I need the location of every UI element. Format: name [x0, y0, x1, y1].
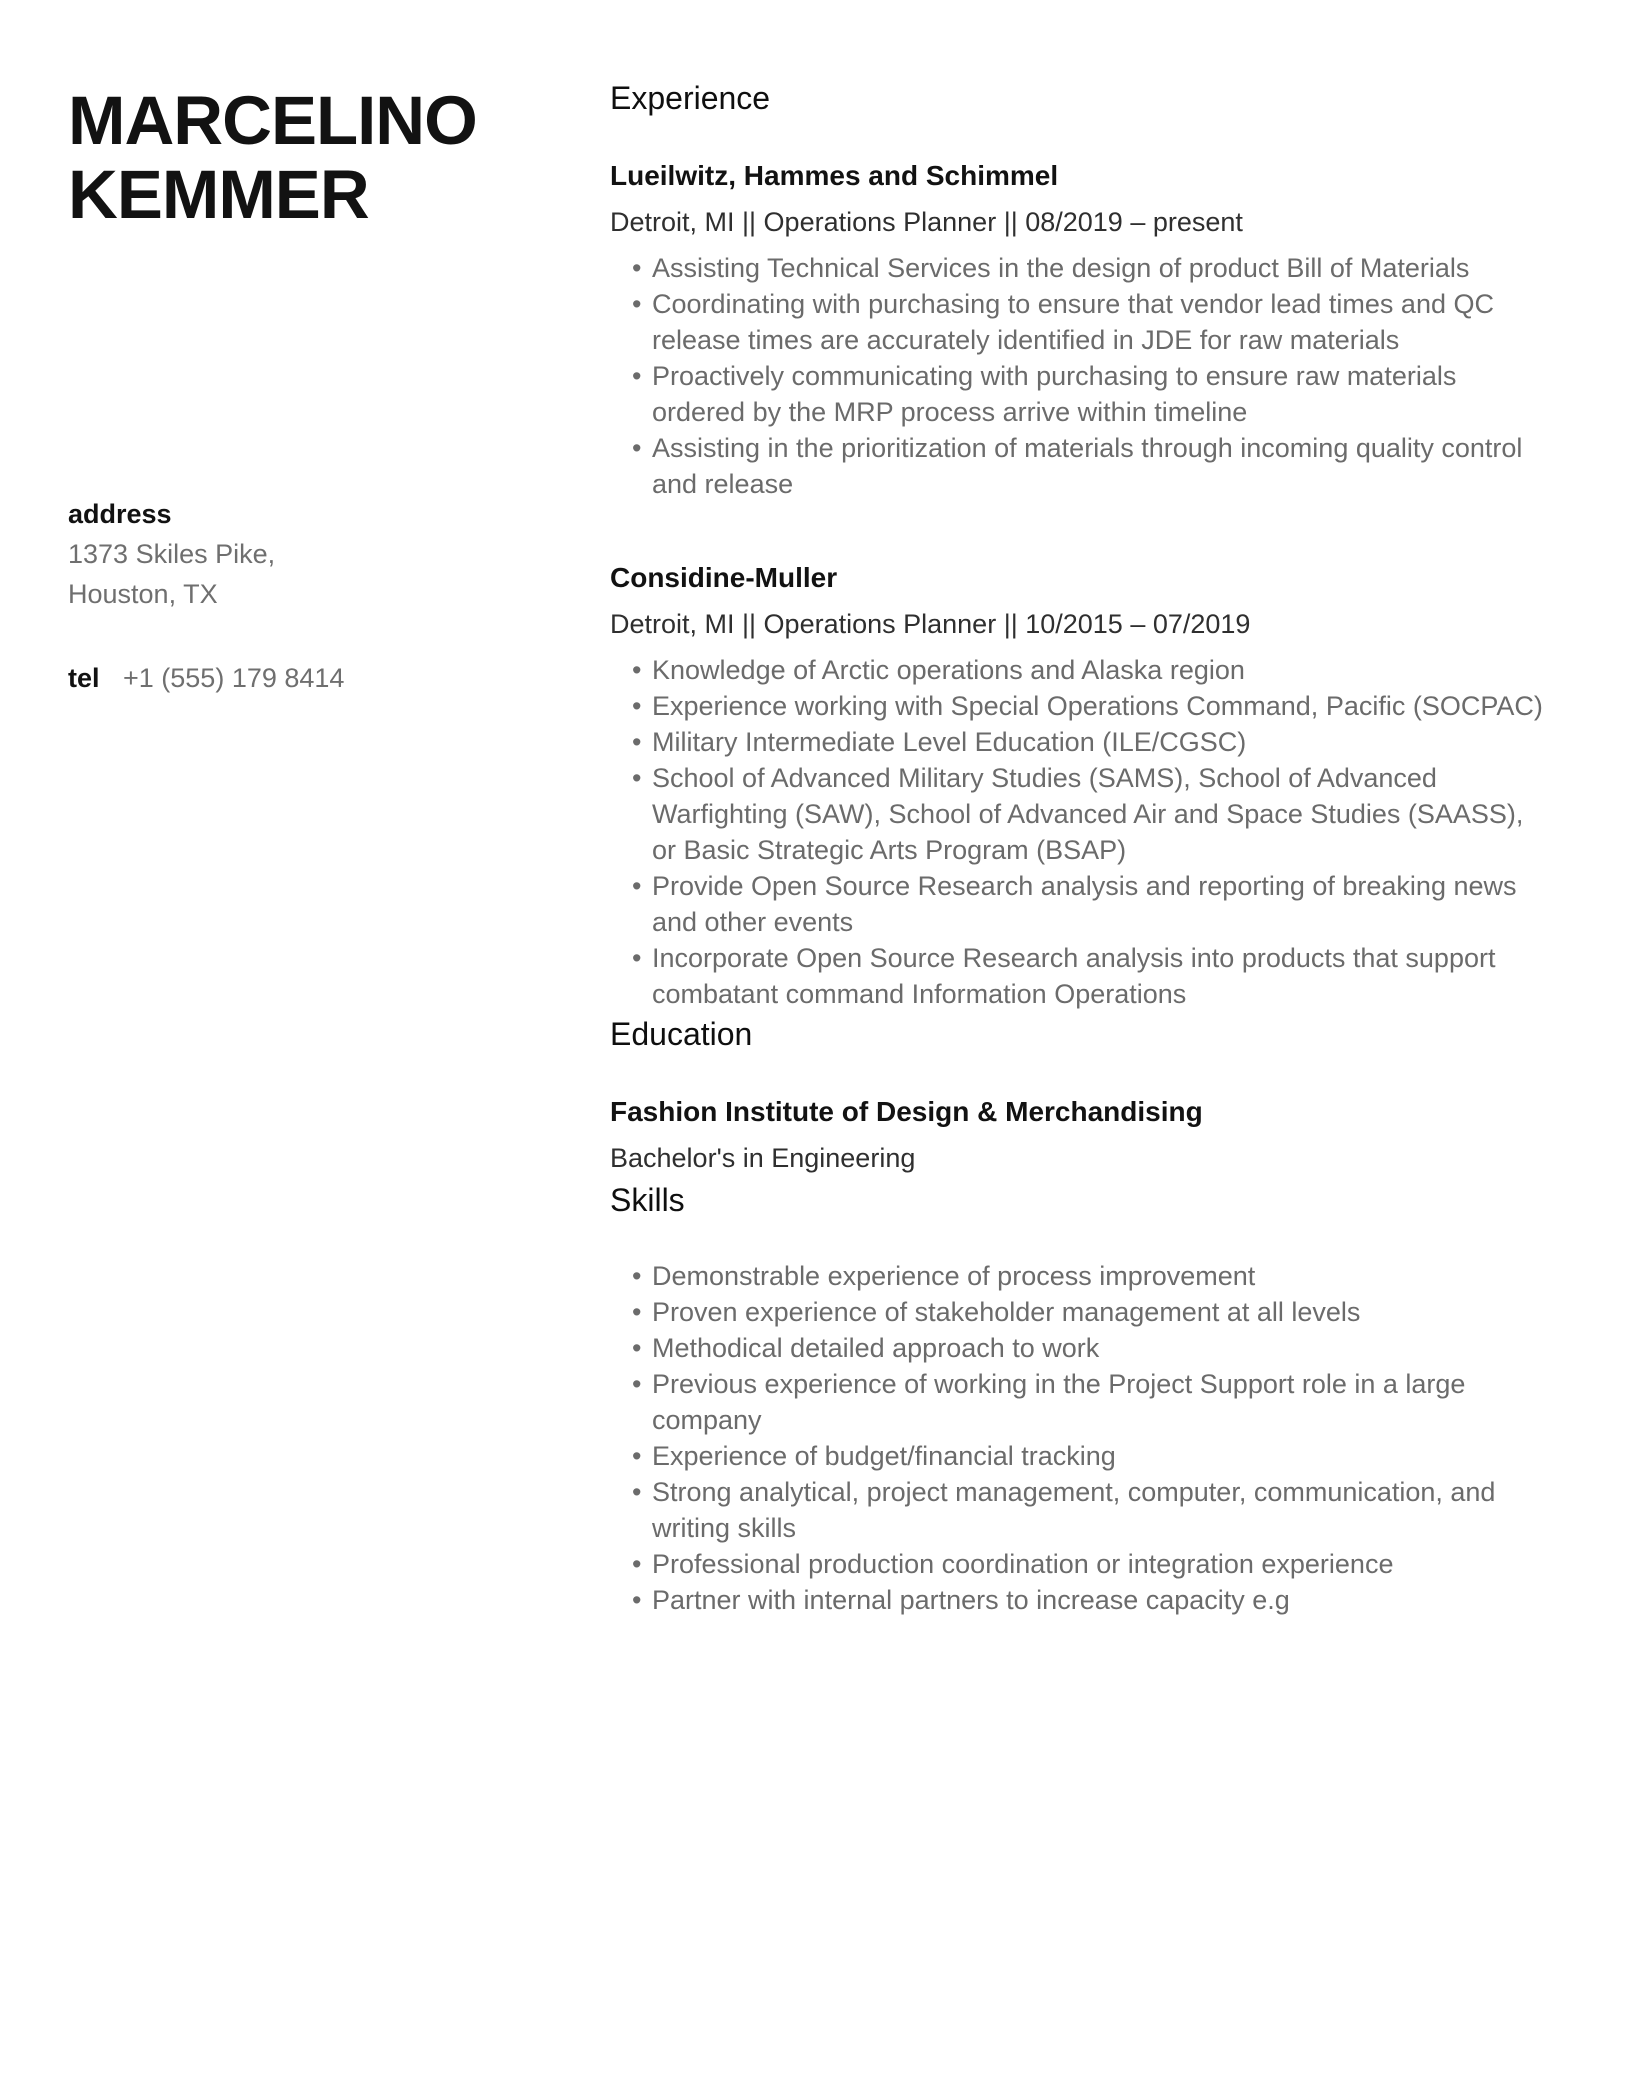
tel-label: tel [68, 663, 100, 693]
bullet-item: • Proven experience of stakeholder management at all levels [630, 1294, 1552, 1330]
bullet-item: • Proactively communicating with purchasing to ensure raw materials ordered by the MRP process arrive within timeline [630, 358, 1552, 430]
experience-heading: Experience [610, 80, 771, 116]
bullet-item: • Demonstrable experience of process improvement [630, 1258, 1552, 1294]
bullet-item: • Knowledge of Arctic operations and Alaska region [630, 652, 1552, 688]
job-bullet-list [610, 250, 1560, 502]
tel-value: +1 (555) 179 8414 [123, 663, 345, 693]
bullet-item: • Coordinating with purchasing to ensure that vendor lead times and QC release times are accurately identified in JDE for raw materials [630, 286, 1552, 358]
bullet-item: • Experience working with Special Operations Command, Pacific (SOCPAC) [630, 688, 1552, 724]
bullet-item: • Provide Open Source Research analysis and reporting of breaking news and other events [630, 868, 1552, 940]
education-entry [610, 1092, 1560, 1178]
tel-block [68, 658, 344, 698]
company-name: Lueilwitz, Hammes and Schimmel [610, 160, 1059, 191]
address-block [68, 494, 568, 614]
bullet-item: • Experience of budget/financial tracking [630, 1438, 1552, 1474]
bullet-item: • Professional production coordination or integration experience [630, 1546, 1552, 1582]
job-entry [610, 558, 1560, 1012]
candidate-last-name: KEMMER [68, 156, 369, 233]
address-label: address [68, 499, 172, 529]
job-bullet-list [610, 652, 1560, 1012]
bullet-item: • Strong analytical, project management, computer, communication, and writing skills [630, 1474, 1552, 1546]
address-line-2: Houston, TX [68, 579, 218, 609]
education-heading: Education [610, 1016, 753, 1052]
bullet-item: • Assisting in the prioritization of materials through incoming quality control and release [630, 430, 1552, 502]
main-content [610, 76, 1560, 1618]
bullet-item: • Partner with internal partners to increase capacity e.g [630, 1582, 1552, 1618]
job-meta: Detroit, MI || Operations Planner || 08/2019 – present [610, 207, 1243, 237]
sidebar [68, 0, 568, 693]
candidate-name [68, 84, 568, 232]
job-entry [610, 156, 1560, 502]
bullet-item: • Previous experience of working in the Project Support role in a large company [630, 1366, 1552, 1438]
bullet-item: • Military Intermediate Level Education (ILE/CGSC) [630, 724, 1552, 760]
company-name: Considine-Muller [610, 562, 838, 593]
degree-name: Bachelor's in Engineering [610, 1143, 916, 1173]
job-meta: Detroit, MI || Operations Planner || 10/2015 – 07/2019 [610, 609, 1251, 639]
address-line-1: 1373 Skiles Pike, [68, 539, 276, 569]
skills-bullet-list [610, 1258, 1560, 1618]
bullet-item: • School of Advanced Military Studies (SAMS), School of Advanced Warfighting (SAW), School of Advanced Air and Space Studies (SAASS), or Basic Strategic Arts Program (BSAP) [630, 760, 1552, 868]
skills-heading: Skills [610, 1182, 685, 1218]
candidate-first-name: MARCELINO [68, 82, 477, 159]
bullet-item: • Assisting Technical Services in the design of product Bill of Materials [630, 250, 1552, 286]
bullet-item: • Methodical detailed approach to work [630, 1330, 1552, 1366]
bullet-item: • Incorporate Open Source Research analysis into products that support combatant command Information Operations [630, 940, 1552, 1012]
school-name: Fashion Institute of Design & Merchandising [610, 1096, 1203, 1127]
